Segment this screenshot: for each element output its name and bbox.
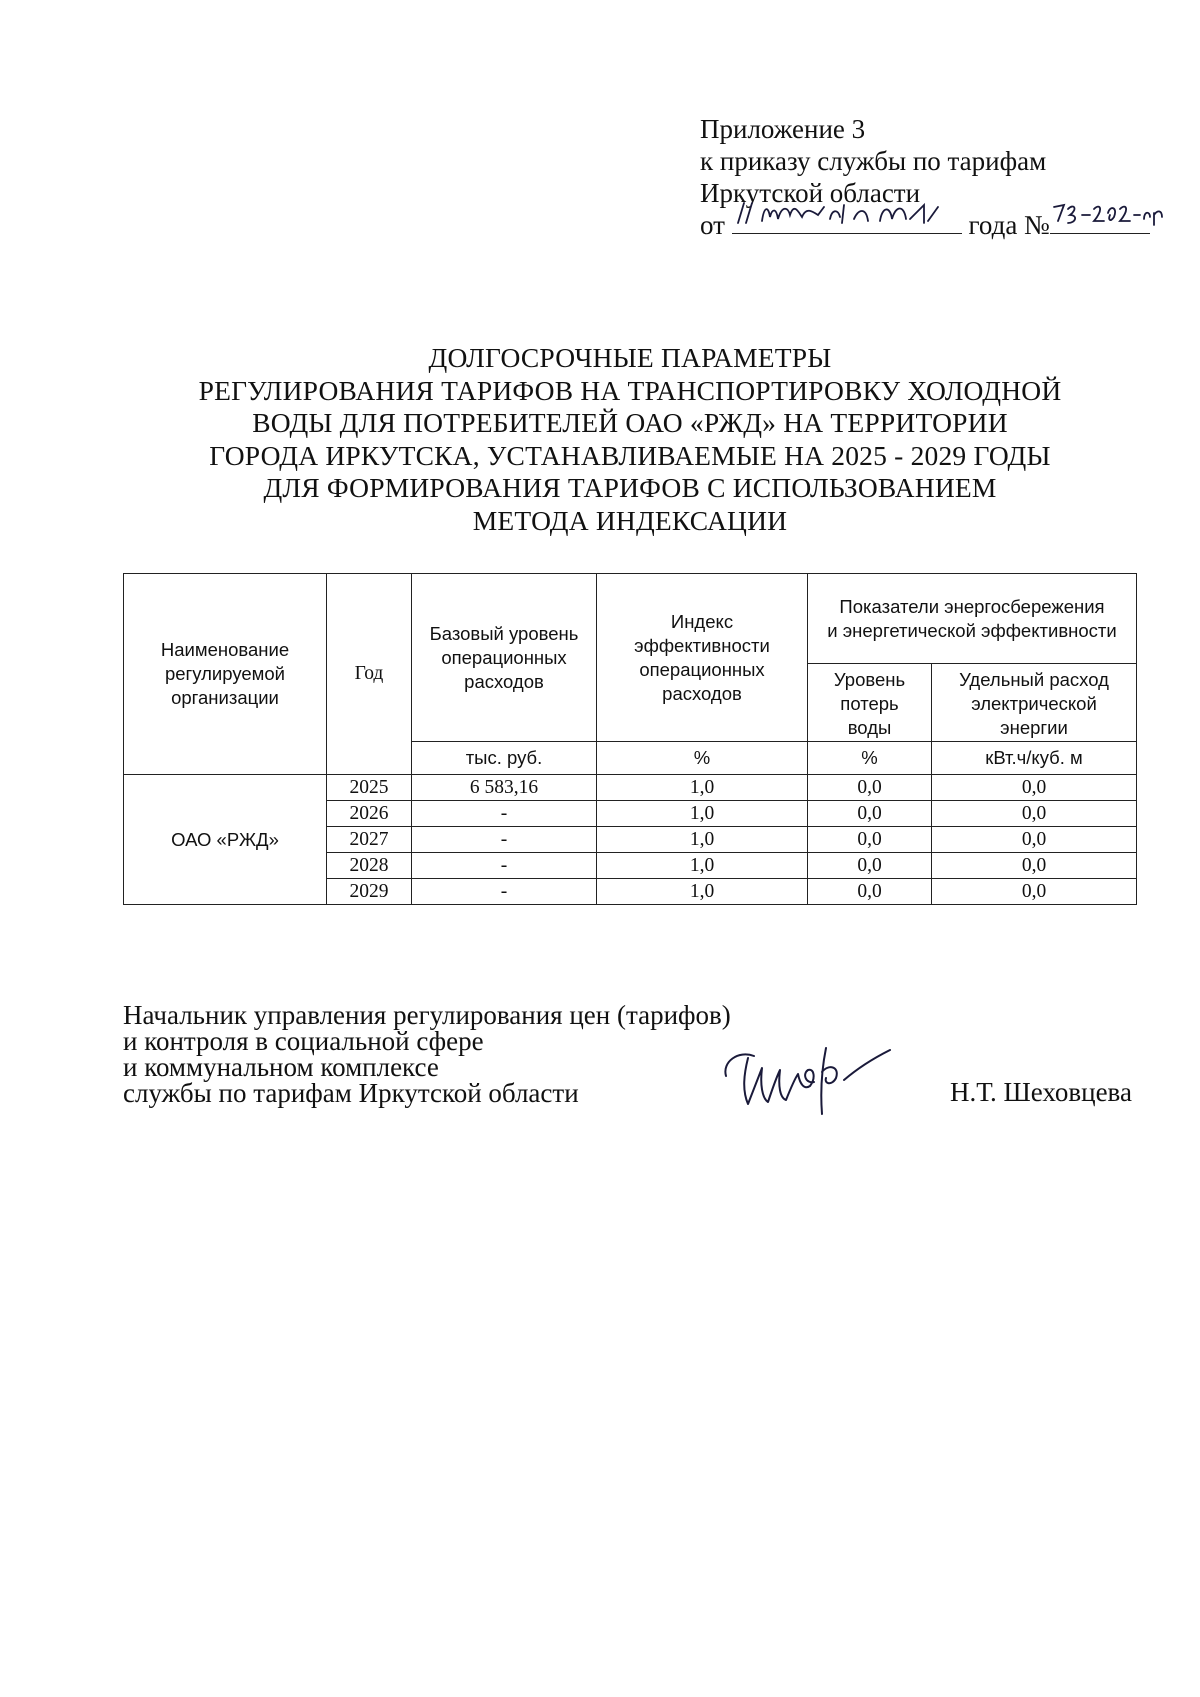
appendix-line-3: Иркутской области [700, 178, 921, 208]
cell-year: 2027 [327, 827, 412, 853]
cell-index: 1,0 [597, 879, 808, 905]
cell-specific: 0,0 [932, 775, 1137, 801]
signatory-line: и коммунальном комплексе [123, 1052, 439, 1082]
cell-specific: 0,0 [932, 801, 1137, 827]
title-line: РЕГУЛИРОВАНИЯ ТАРИФОВ НА ТРАНСПОРТИРОВКУ ХОЛОДНОЙ [198, 374, 1062, 406]
header-text: операционных [441, 646, 567, 668]
cell-losses: 0,0 [808, 801, 932, 827]
header-text: операционных [639, 658, 765, 680]
organization-cell: ОАО «РЖД» [124, 775, 327, 905]
header-year: Год [327, 574, 412, 775]
header-text: энергии [1000, 717, 1068, 738]
handwritten-date-field [732, 209, 962, 234]
cell-losses: 0,0 [808, 853, 932, 879]
header-text: потерь [840, 693, 899, 714]
header-text: Индекс [670, 610, 734, 632]
cell-base: - [412, 801, 597, 827]
table-header-row [124, 574, 1137, 664]
parameters-table [123, 573, 1137, 905]
header-text: организации [171, 687, 279, 708]
unit-losses: % [808, 742, 932, 775]
header-efficiency-index [597, 574, 808, 742]
cell-index: 1,0 [597, 801, 808, 827]
handwritten-date-scribble [732, 197, 962, 233]
handwritten-order-number-field [1050, 209, 1150, 234]
title-line: ДЛЯ ФОРМИРОВАНИЯ ТАРИФОВ С ИСПОЛЬЗОВАНИЕМ [263, 472, 997, 503]
header-energy-indicators [808, 574, 1137, 664]
header-text: Базовый уровень [429, 622, 579, 644]
cell-index: 1,0 [597, 827, 808, 853]
handwritten-order-number-scribble [1050, 197, 1170, 233]
cell-base: - [412, 827, 597, 853]
header-text: воды [847, 717, 892, 738]
date-prefix: от [700, 210, 725, 240]
cell-losses: 0,0 [808, 879, 932, 905]
cell-specific: 0,0 [932, 879, 1137, 905]
appendix-line-2: к приказу службы по тарифам [700, 146, 1047, 176]
header-organization [124, 574, 327, 775]
cell-losses: 0,0 [808, 775, 932, 801]
header-text: Показатели энергосбережения [839, 595, 1105, 617]
cell-index: 1,0 [597, 853, 808, 879]
header-text: эффективности [634, 634, 770, 656]
signatory-line: и контроля в социальной сфере [123, 1026, 484, 1056]
title-line: ГОРОДА ИРКУТСКА, УСТАНАВЛИВАЕМЫЕ НА 2025 - 2029 ГОДЫ [209, 439, 1051, 471]
appendix-date-line [700, 209, 1170, 241]
appendix-reference [700, 113, 1170, 241]
cell-year: 2026 [327, 801, 412, 827]
signatory-line: службы по тарифам Иркутской области [123, 1078, 579, 1108]
cell-specific: 0,0 [932, 827, 1137, 853]
cell-base: - [412, 879, 597, 905]
handwritten-signature [718, 1028, 938, 1118]
header-text: расходов [464, 670, 544, 692]
cell-base: - [412, 853, 597, 879]
header-water-losses [808, 664, 932, 742]
unit-base: тыс. руб. [412, 742, 597, 775]
title-line: ВОДЫ ДЛЯ ПОТРЕБИТЕЛЕЙ ОАО «РЖД» НА ТЕРРИТОРИИ [252, 407, 1008, 438]
header-text: электрической [971, 693, 1097, 714]
header-text: Наименование [160, 639, 290, 660]
document-title [160, 342, 1100, 537]
cell-year: 2029 [327, 879, 412, 905]
title-line: ДОЛГОСРОЧНЫЕ ПАРАМЕТРЫ [428, 342, 832, 373]
header-text: и энергетической эффективности [827, 619, 1117, 641]
cell-base: 6 583,16 [412, 775, 597, 801]
title-line: МЕТОДА ИНДЕКСАЦИИ [472, 504, 788, 536]
cell-index: 1,0 [597, 775, 808, 801]
unit-index: % [597, 742, 808, 775]
header-text: регулируемой [164, 663, 286, 684]
header-specific-consumption [932, 664, 1137, 742]
signatory-name: Н.Т. Шеховцева [950, 1077, 1132, 1107]
header-text: Уровень [833, 669, 906, 690]
cell-specific: 0,0 [932, 853, 1137, 879]
cell-year: 2028 [327, 853, 412, 879]
header-text: расходов [662, 682, 742, 704]
cell-losses: 0,0 [808, 827, 932, 853]
appendix-line-1: Приложение 3 [700, 114, 866, 144]
year-number-label: года № [968, 210, 1050, 240]
table-row [124, 775, 1137, 801]
unit-specific: кВт.ч/куб. м [932, 742, 1137, 775]
cell-year: 2025 [327, 775, 412, 801]
header-base-level [412, 574, 597, 742]
signatory-line: Начальник управления регулирования цен (тарифов) [123, 1000, 731, 1030]
header-text: Удельный расход [959, 669, 1109, 690]
